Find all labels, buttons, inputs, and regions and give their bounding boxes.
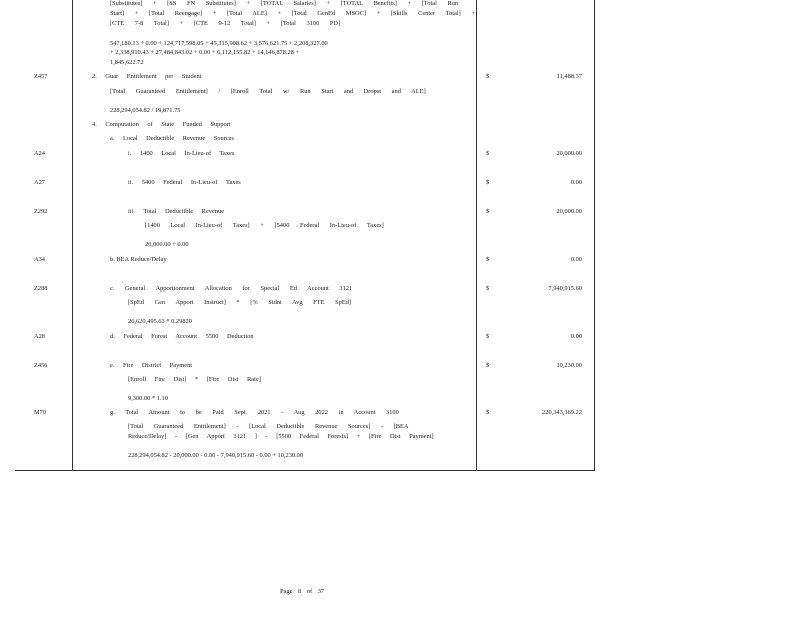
- row-formula-line-1: [Total Guaranteed Entitlement] - [Local Deductible Revenue Sources] - [BEA: [128, 423, 409, 430]
- dollar-sign: $: [486, 73, 490, 80]
- subsection-heading: a. Local Deductible Revenue Sources: [110, 135, 234, 142]
- row-item-label: b. BEA Reduce/Delay: [110, 256, 167, 263]
- continuation-line-2: Start] + [Total Reengage] + [Total ALE] + [Total GenEd MSOC] + [Skills Center Total] +: [110, 10, 475, 17]
- row-calc: 26,620,495.63 * 0.29820: [128, 318, 192, 325]
- page-number: Page 8 of 37: [280, 588, 325, 595]
- row-code: A27: [34, 179, 46, 186]
- dollar-sign: $: [486, 179, 490, 186]
- row-formula: [SpEd Gen Apport Instruct] * [% Stdnt Avg FTE SpEd]: [128, 299, 352, 306]
- row-amount: 220,343,369.22: [542, 409, 582, 416]
- row-amount: 0.00: [570, 256, 582, 263]
- continuation-calc-3: 1,845,622.72: [110, 59, 144, 66]
- row-amount: 0.00: [570, 333, 582, 340]
- dollar-sign: $: [486, 409, 490, 416]
- dollar-sign: $: [486, 362, 490, 369]
- row-item-label: i. 1400 Local In-Lieu-of Taxes: [128, 150, 235, 157]
- dollar-sign: $: [486, 256, 490, 263]
- table-bottom-border: [15, 470, 595, 471]
- continuation-line-1: [Substitutes] + [SS FN Substitutes] + [TOTAL Salaries] + [TOTAL Benefits] + [Total Run: [110, 0, 459, 7]
- row-formula: [Enroll Fire Dist] * [Fire Dist Rate]: [128, 376, 261, 383]
- section-heading: 4. Computation of State Funded Support: [92, 121, 231, 128]
- continuation-line-3: [CTE 7-8 Total] + [CTE 9-12 Total] + [Total 3100 PD]: [110, 20, 341, 27]
- row-amount: 20,000.00: [556, 208, 582, 215]
- row-amount: 11,488.37: [556, 73, 582, 80]
- row-formula-line-2: Reduce/Delay] - [Gen Apport 3121 ] - [5500 Federal Forests] + [Fire Dist Payment]: [128, 433, 434, 440]
- row-amount: 0.00: [570, 179, 582, 186]
- table-right-border: [594, 0, 595, 471]
- row-item-label: d. Federal Forest Account 5500 Deduction: [110, 333, 254, 340]
- row-formula: [Total Guaranteed Entitlement] / [Enroll Total w/ Run Start and Dropst and ALE]: [110, 88, 426, 95]
- row-code: Z456: [34, 362, 48, 369]
- row-item-label: 2. Guar Entitlement per Student: [92, 73, 202, 80]
- dollar-sign: $: [486, 333, 490, 340]
- row-calc: 228,294,054.82 - 20,000.00 - 0.00 - 7,940,915.60 - 0.00 + 10,230.00: [128, 452, 304, 459]
- row-code: Z288: [34, 285, 48, 292]
- row-item-label: ii. 5400 Federal In-Lieu-of Taxes: [128, 179, 241, 186]
- row-item-label: iii. Total Deductible Revenue: [128, 208, 225, 215]
- row-code: Z457: [34, 73, 48, 80]
- continuation-calc-1: 547,180.13 + 0.00 + 124,717,598.05 + 45,315,908.62 + 3,576,621.75 + 2,208,327.00: [110, 40, 328, 47]
- row-code: A34: [34, 256, 46, 263]
- row-code: A28: [34, 333, 46, 340]
- dollar-sign: $: [486, 150, 490, 157]
- row-amount: 20,000.00: [556, 150, 582, 157]
- row-amount: 7,940,915.60: [548, 285, 582, 292]
- row-item-label: e. Fire District Payment: [110, 362, 193, 369]
- column-divider-left: [72, 0, 73, 471]
- continuation-calc-2: + 2,338,910.43 + 27,484,843.02 + 0.00 + 6,112,155.82 + 14,146,878.28 +: [110, 49, 300, 56]
- row-formula: [1400 Local In-Lieu-of Taxes] + [5400 Federal In-Lieu-of Taxes]: [145, 222, 384, 229]
- row-code: M70: [34, 409, 47, 416]
- row-code: A24: [34, 150, 46, 157]
- row-calc: 228,294,054.82 / 19,871.75: [110, 107, 181, 114]
- column-divider-right: [476, 0, 477, 471]
- row-item-label: c. General Apportionment Allocation for Special Ed Account 3121: [110, 285, 353, 292]
- row-calc: 20,000.00 + 0.00: [145, 241, 189, 248]
- row-code: Z292: [34, 208, 48, 215]
- row-amount: 10,230.00: [556, 362, 582, 369]
- row-item-label: g. Total Amount to be Paid Sept. 2021 - Aug 2022 in Account 3100: [110, 409, 399, 416]
- dollar-sign: $: [486, 285, 490, 292]
- row-calc: 9,300.00 * 1.10: [128, 395, 168, 402]
- dollar-sign: $: [486, 208, 490, 215]
